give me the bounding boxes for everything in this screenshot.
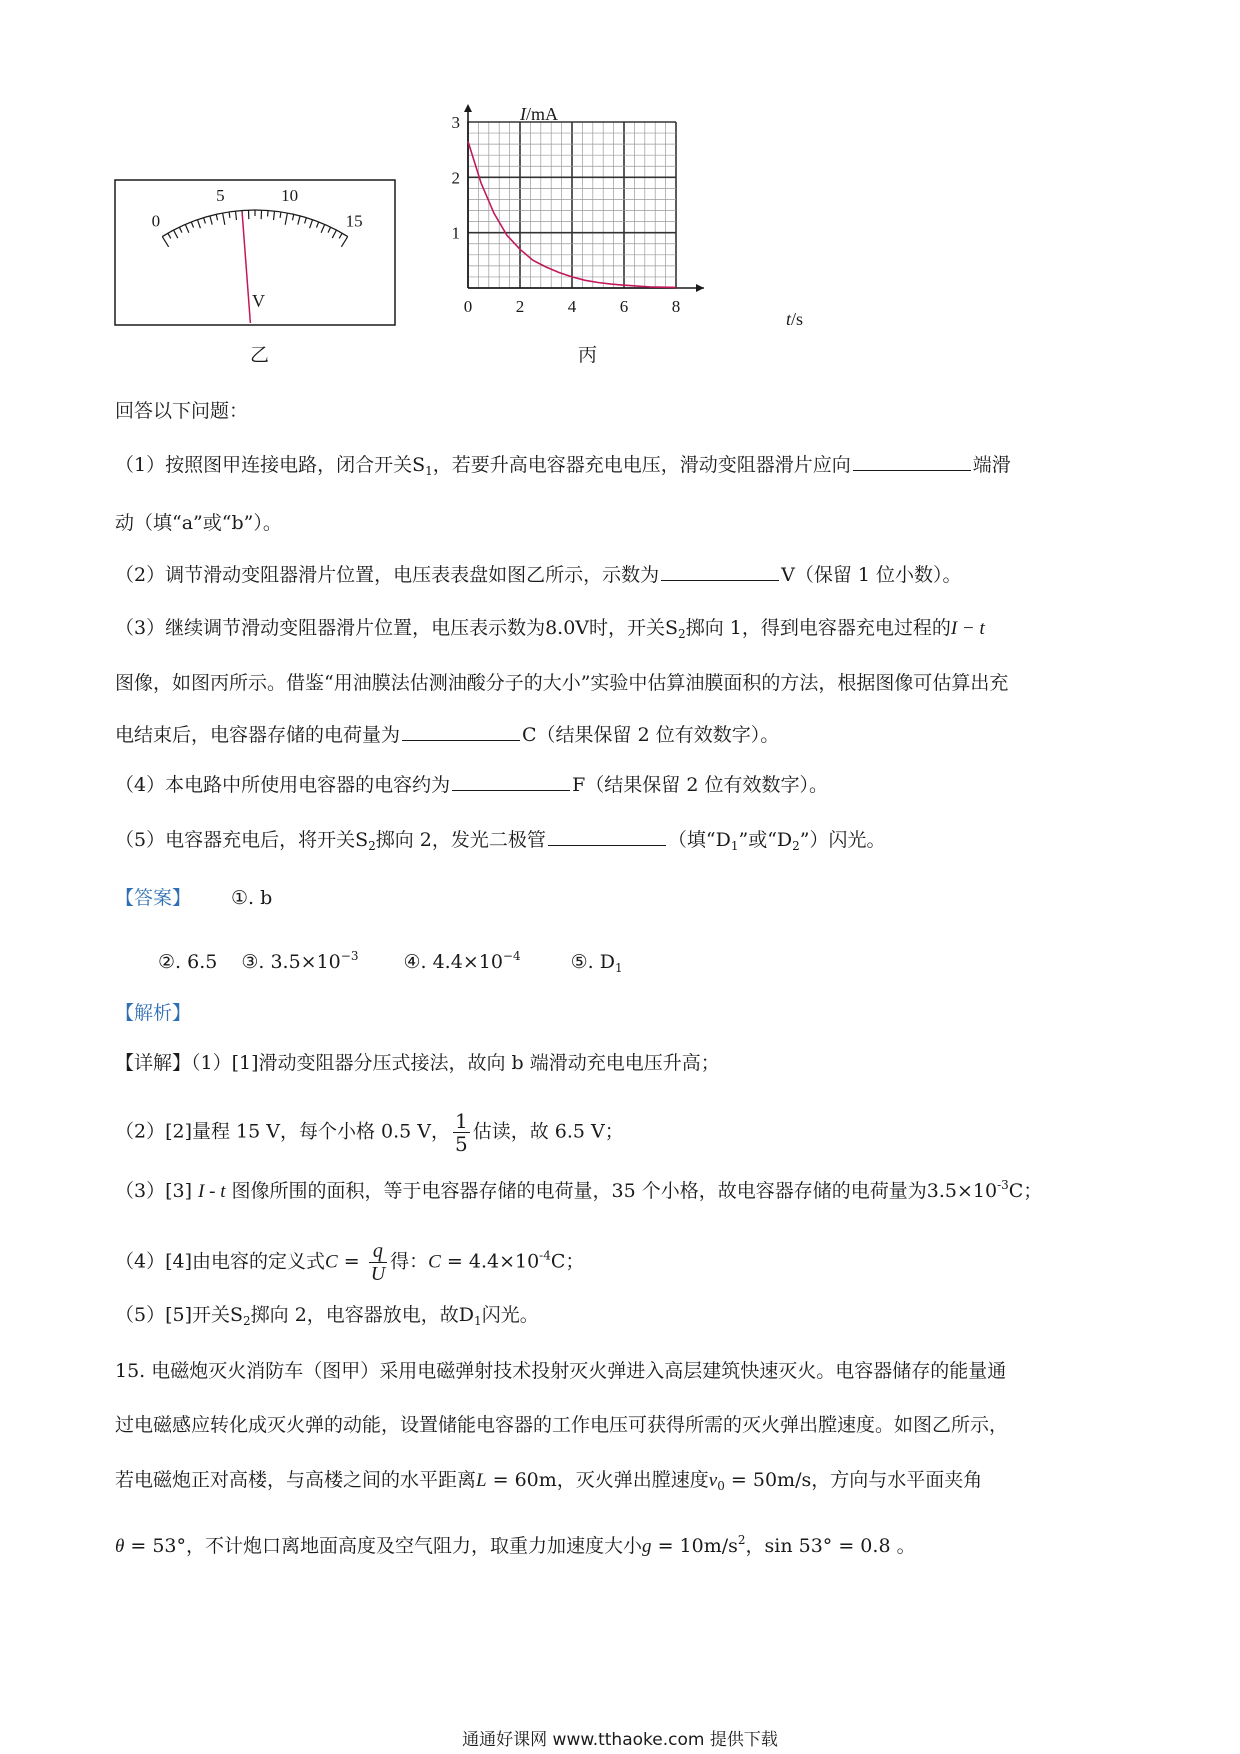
answer-blank-1[interactable] [853,450,971,471]
dial-tick [179,227,182,232]
dial-tick [321,224,325,232]
answer-blank-4[interactable] [452,770,570,791]
y-tick-label: 2 [451,168,460,188]
i-t-chart [440,100,804,340]
question-1-line-2: 动（填“a”或“b”）。 [115,512,282,534]
y-tick-label: 1 [451,223,460,243]
question-3-line-1: （3）继续调节滑动变阻器滑片位置，电压表示数为8.0V时，开关$S_2$掷向 1，得到电容器充电过程的I − t [115,617,985,641]
dial-tick [216,214,217,220]
dial-tick [341,237,347,247]
detail-line-3: （3）[3] I - t 图像所围的面积，等于电容器存储的电荷量，35 个小格，故电容器存储的电荷量为$3.5\times 10^{-3}C$； [115,1178,1043,1202]
question-5-line: （5）电容器充电后，将开关$S_2$掷向 2，发光二极管 （填“$D_1$”或“$D_2$”）闪光。 [115,825,886,859]
analysis-heading [115,1000,191,1026]
dial-label: 10 [281,186,299,206]
dial-tick [174,230,178,238]
chart-grid [468,122,676,288]
figure-bing-caption: 丙 [578,344,598,366]
question-2-line: （2）调节滑动变阻器滑片位置，电压表表盘如图乙所示，示数为 V（保留 1 位小数）。 [115,560,961,588]
dial-tick [298,216,300,225]
chart-axes [464,104,704,292]
dial-tick [223,213,225,225]
intro-line: 回答以下问题： [115,400,249,422]
svg-text:t/s [786,309,803,329]
answer-blank-5[interactable] [548,825,666,846]
dial-tick [316,222,318,228]
x-tick-label: 4 [567,297,577,316]
fraction-one-fifth: $\frac{1}{5}$ [455,1109,468,1156]
x-tick-label: 6 [619,297,629,316]
question-4-line: （4）本电路中所使用电容器的电容约为 F（结果保留 2 位有效数字）。 [115,770,828,798]
dial-label: 0 [151,211,161,231]
problem-15-line-1: 15. 电磁炮灭火消防车（图甲）采用电磁弹射技术投射灭火弹进入高层建筑快速灭火。电容器储存的能量通 [115,1360,1007,1382]
dial-tick [339,233,342,238]
dial-tick [204,218,206,224]
dial-tick [285,213,287,225]
problem-15-line-4: θ = 53°，不计炮口离地面高度及空气阻力，取重力加速度大小$g = 10m/s^2$，sin 53° = 0.8 。 [115,1533,916,1557]
dial-tick [328,227,331,232]
dial-tick [185,224,189,232]
x-axis-unit: /s [791,309,804,329]
fraction-q-over-u: $\frac{q}{U}$ [370,1240,386,1285]
detail-line-5: （5）[5]开关$S_2$掷向 2，电容器放电，故$D_1$闪光。 [115,1304,539,1328]
dial-tick [235,211,236,220]
page-footer: 通通好课网 www.tthaoke.com 提供下载 [462,1730,778,1750]
dial-label: 5 [216,186,225,206]
dial-tick [162,237,168,247]
svg-text:I/mA [519,104,558,124]
y-tick-label: 3 [451,113,460,132]
x-tick-label: 0 [463,297,473,316]
detail-line-1: 【详解】（1）[1]滑动变阻器分压式接法，故向 b 端滑动充电电压升高； [115,1052,720,1074]
answer-blank-3[interactable] [402,720,520,741]
dial-tick [280,212,281,218]
x-tick-label: 8 [671,297,681,316]
question-3-line-3: 电结束后，电容器存储的电荷量为 C（结果保留 2 位有效数字）。 [115,720,779,748]
answer-line-1: 【答案】 ①. b [115,887,273,909]
y-axis-label: I [520,104,526,124]
dial-tick [168,233,171,238]
detail-line-4: （4）[4]由电容的定义式C = $\frac{q}{U}$ 得：$C = 4.4\times 10^{-4}C$； [115,1240,585,1285]
dial-tick [292,214,293,220]
analysis-tag: 【解析】 [115,1002,192,1024]
problem-15-line-3: 若电磁炮正对高楼，与高楼之间的水平距离L = 60m，灭火弹出膛速度$v_0 = 50m/s$，方向与水平面夹角 [115,1469,983,1493]
x-axis-label: t [786,309,792,329]
question-3-line-2: 图像，如图丙所示。借鉴“用油膜法估测油酸分子的大小”实验中估算油膜面积的方法，根据图像可估算出充 [115,672,1009,694]
dial-tick [332,230,336,238]
dial-tick [274,211,275,220]
figure-yi-caption: 乙 [250,344,270,366]
x-tick-label: 2 [515,297,525,316]
voltmeter-scale [162,210,347,247]
dial-tick [210,216,212,225]
dial-tick [305,218,307,224]
answer-tag: 【答案】 [115,887,192,909]
voltmeter-unit-label: V [252,291,265,311]
y-axis-arrow [464,104,472,112]
x-axis-arrow [696,284,704,292]
answer-line-2: ②. 6.5 ③. $3.5\times 10^{-3}$ ④. $4.4\times 10^{-4}$ ⑤. $D_1$ [158,949,623,975]
problem-15-line-2: 过电磁感应转化成灭火弹的动能，设置储能电容器的工作电压可获得所需的灭火弹出膛速度。如图乙所示， [115,1414,1009,1436]
answer-blank-2[interactable] [661,560,779,581]
question-1-line-1: （1）按照图甲连接电路，闭合开关$S_1$，若要升高电容器充电电压，滑动变阻器滑片应向 端滑 [115,450,1011,484]
dial-tick [229,212,230,218]
dial-tick [310,220,313,228]
detail-line-2: （2）[2]量程 15 V，每个小格 0.5 V， $\frac{1}{5}$ 估读，故 6.5 V； [115,1109,624,1156]
y-axis-unit: /mA [526,104,559,124]
voltmeter-needle [242,212,250,323]
dial-tick [191,222,193,228]
dial-label: 15 [345,211,363,231]
voltmeter-figure [110,175,410,335]
dial-tick [197,220,200,228]
